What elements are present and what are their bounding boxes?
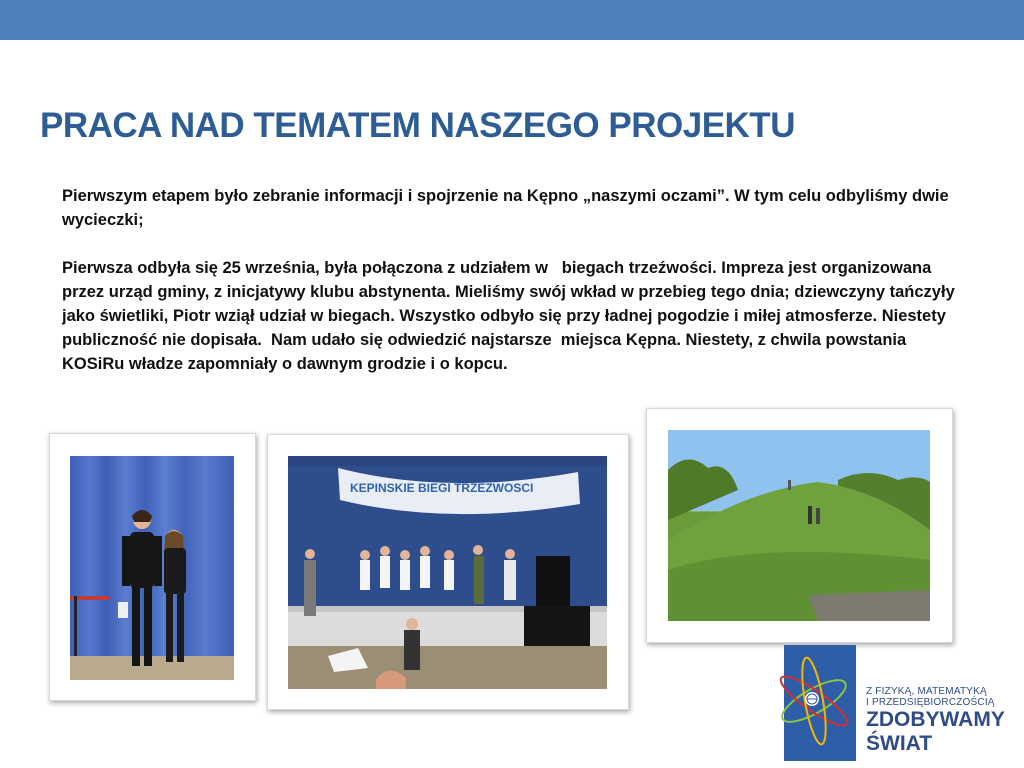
slide-title: PRACA NAD TEMATEM NASZEGO PROJEKTU (40, 106, 795, 145)
slide-body (62, 184, 962, 376)
logo-line-2: I PRZEDSIĘBIORCZOŚCIĄ (866, 697, 995, 708)
stage-illustration (288, 456, 607, 689)
paragraph-first-trip: Pierwsza odbyła się 25 września, była połączona z udziałem w biegach trzeźwości. Impreza jest organizowana przez urząd gminy, z inicjatywy klubu abstynenta. Mieliśmy swój wkład w przebieg tego dnia; dziewczyny tańczyły jako świetliki, Piotr wziął udział w biegach. Wszystko odbyło się przy ładnej pogodzie i miłej atmosferze. Niestety publiczność nie dopisała. Nam udało się odwiedzić najstarsze miejsca Kępna. Niestety, z chwila powstania KOSiRu władze zapomniały o dawnym grodzie i o kopcu. (62, 259, 960, 373)
photo-frame-hill (646, 408, 953, 643)
photo-dancers (70, 456, 234, 680)
hill-illustration (668, 430, 930, 621)
dancers-illustration (70, 456, 234, 680)
logo-line-3: ZDOBYWAMY (866, 708, 1005, 731)
logo-text (866, 686, 1005, 756)
photo-hill (668, 430, 930, 621)
photo-frame-dancers (49, 433, 256, 701)
photo-stage-event (288, 456, 607, 689)
top-accent-bar (0, 0, 1024, 40)
banner-text: KEPINSKIE BIEGI TRZEZWOSCI (350, 481, 534, 495)
paragraph-intro: Pierwszym etapem było zebranie informacji i spojrzenie na Kępno „naszymi oczami”. W tym celu odbyliśmy dwie wycieczki; (62, 187, 954, 229)
logo-line-4: ŚWIAT (866, 732, 933, 755)
logo-line-1: Z FIZYKĄ, MATEMATYKĄ (866, 686, 987, 697)
photo-frame-stage-event (267, 434, 629, 710)
